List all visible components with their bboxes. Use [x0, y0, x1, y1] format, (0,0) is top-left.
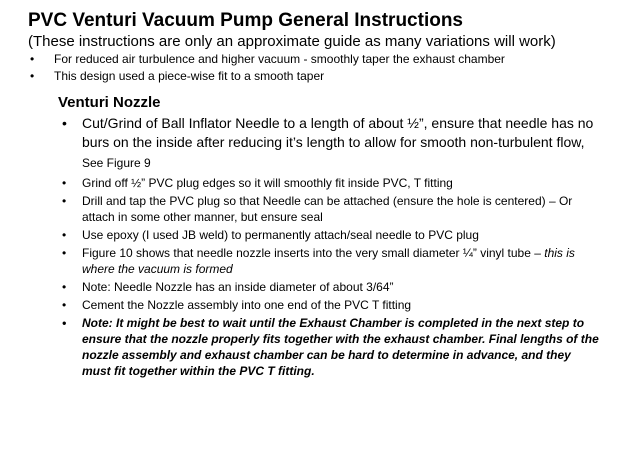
- slide-title: PVC Venturi Vacuum Pump General Instructions: [28, 10, 463, 31]
- step-cement-nozzle: • Cement the Nozzle assembly into one end of the PVC T fitting: [58, 297, 600, 313]
- step-nozzle-diameter: • Note: Needle Nozzle has an inside diameter of about 3/64”: [58, 279, 600, 295]
- vacuum-formed-note: this is where the vacuum is formed: [82, 246, 575, 276]
- step-cut-needle-text: Cut/Grind of Ball Inflator Needle to a length of about ½”, ensure that needle has no burs on the inside after reducing it’s length to allow for smooth non-turbulent flow,: [82, 115, 594, 150]
- nozzle-steps-list: [58, 114, 600, 379]
- step-figure-10: [58, 245, 600, 277]
- step-wait-note: • Note: It might be best to wait until the Exhaust Chamber is completed in the next step to ensure that the nozzle properly fits together with the exhaust chamber. Final lengths of the nozzle assembly and exhaust chamber can be hard to determine in advance, and they must fit together within the PVC T fitting.: [58, 315, 600, 379]
- top-bullet-list: [28, 51, 600, 85]
- slide-subtitle: (These instructions are only an approximate guide as many variations will work): [28, 33, 556, 50]
- step-figure-10-text: Figure 10 shows that needle nozzle inserts into the very small diameter ¼” vinyl tube –: [82, 246, 545, 260]
- step-grind-plug: • Grind off ½” PVC plug edges so it will smoothly fit inside PVC, T fitting: [58, 175, 600, 191]
- top-bullet-piecewise: • This design used a piece-wise fit to a smooth taper: [28, 68, 600, 85]
- figure-9-reference: See Figure 9: [82, 156, 151, 170]
- venturi-nozzle-section: [58, 93, 600, 379]
- top-bullet-taper: • For reduced air turbulence and higher vacuum - smoothly taper the exhaust chamber: [28, 51, 600, 68]
- step-cut-needle: [58, 114, 600, 173]
- step-drill-tap: • Drill and tap the PVC plug so that Needle can be attached (ensure the hole is centered) – Or attach in some other manner, but ensure seal: [58, 193, 600, 225]
- step-epoxy: • Use epoxy (I used JB weld) to permanently attach/seal needle to PVC plug: [58, 227, 600, 243]
- section-title: Venturi Nozzle: [58, 94, 161, 111]
